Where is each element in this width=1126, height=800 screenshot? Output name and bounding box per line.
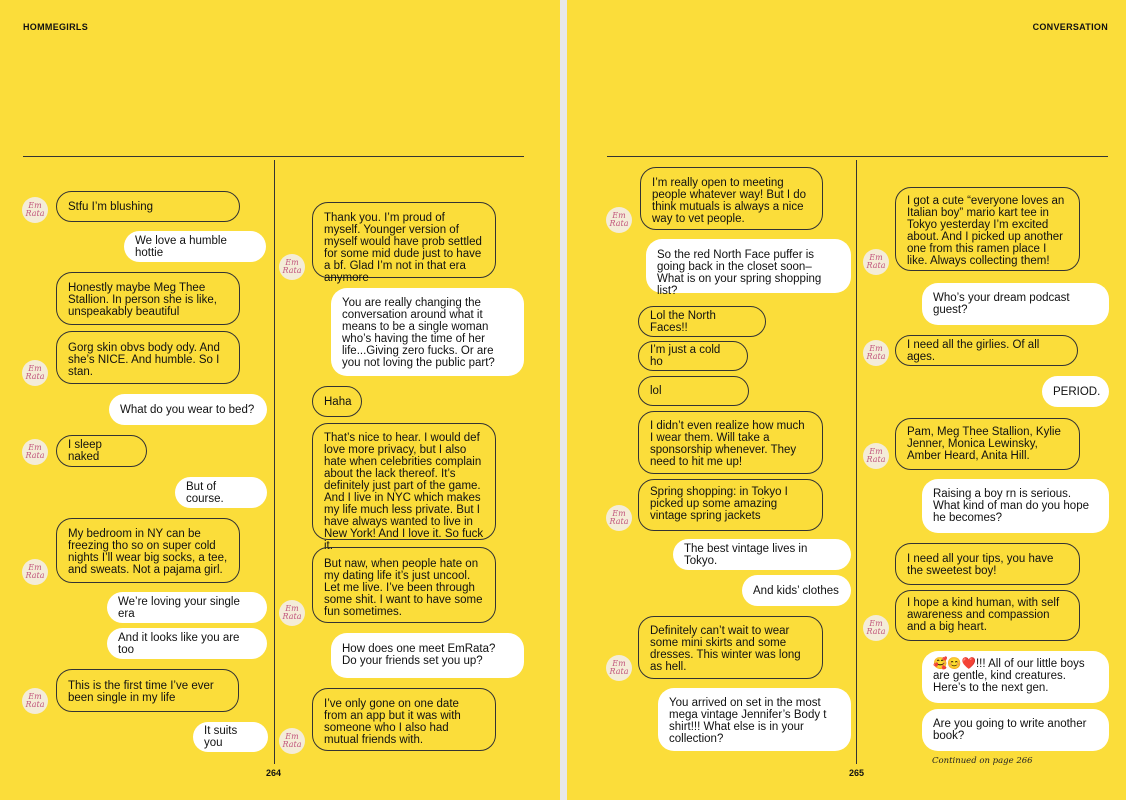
message-bubble: 🥰😊❤️!!! All of our little boys are gentle, kind creatures. Here’s to the next gen. xyxy=(922,651,1109,703)
left-page xyxy=(0,0,560,800)
message-bubble: We’re loving your single era xyxy=(107,592,267,623)
message-bubble: Are you going to write another book? xyxy=(922,709,1109,751)
message-bubble: Stfu I’m blushing xyxy=(56,191,240,222)
message-bubble: What do you wear to bed? xyxy=(109,394,267,425)
continued-note: Continued on page 266 xyxy=(932,756,1033,766)
emrata-avatar: Em Rata xyxy=(863,249,889,275)
column-divider xyxy=(856,160,857,764)
emrata-avatar: Em Rata xyxy=(863,615,889,641)
message-bubble: I need all your tips, you have the sweetest boy! xyxy=(895,543,1080,585)
column-divider xyxy=(274,160,275,764)
message-bubble: And kids’ clothes xyxy=(742,575,851,606)
emrata-avatar: Em Rata xyxy=(863,340,889,366)
message-bubble: But of course. xyxy=(175,477,267,508)
emrata-avatar: Em Rata xyxy=(863,443,889,469)
message-bubble: Haha xyxy=(312,386,362,417)
running-header: HOMMEGIRLS xyxy=(23,22,88,32)
emrata-avatar: Em Rata xyxy=(22,688,48,714)
message-bubble: Definitely can’t wait to wear some mini skirts and some dresses. This winter was long as hell. xyxy=(638,616,823,679)
message-bubble: I’m really open to meeting people whatever way! But I do think mutuals is always a nice way to vet people. xyxy=(640,167,823,230)
message-bubble: My bedroom in NY can be freezing tho so on super cold nights I’ll wear big socks, a tee, and sweats. Not a pajama girl. xyxy=(56,518,240,583)
header-rule xyxy=(23,156,524,157)
message-bubble: So the red North Face puffer is going back in the closet soon– What is on your spring shopping list? xyxy=(646,239,851,293)
emrata-avatar: Em Rata xyxy=(22,197,48,223)
emrata-avatar: Em Rata xyxy=(279,600,305,626)
message-bubble: Gorg skin obvs body ody. And she’s NICE. And humble. So I stan. xyxy=(56,331,240,384)
message-bubble: Lol the North Faces!! xyxy=(638,306,766,337)
page-number: 264 xyxy=(266,768,282,778)
emrata-avatar: Em Rata xyxy=(606,655,632,681)
emrata-avatar: Em Rata xyxy=(606,505,632,531)
message-bubble: You are really changing the conversation around what it means to be a single woman who’s having the time of her life...Giving zero fucks. Or are you not loving the public part? xyxy=(331,288,524,376)
message-bubble: Raising a boy rn is serious. What kind of man do you hope he becomes? xyxy=(922,479,1109,533)
emrata-avatar: Em Rata xyxy=(22,360,48,386)
running-header: CONVERSATION xyxy=(1032,22,1108,32)
message-bubble: I need all the girlies. Of all ages. xyxy=(895,335,1078,366)
message-bubble: I got a cute “everyone loves an Italian boy” mario kart tee in Tokyo yesterday I’m excited about. And I picked up another one from this ramen place I like. Always collecting them! xyxy=(895,187,1080,271)
message-bubble: lol xyxy=(638,376,749,406)
emrata-avatar: Em Rata xyxy=(22,439,48,465)
message-bubble: But naw, when people hate on my dating life it’s just uncool. Let me live. I’ve been through some shit. I want to have some fun sometimes. xyxy=(312,547,496,623)
right-page xyxy=(567,0,1126,800)
message-bubble: I sleep naked xyxy=(56,435,147,467)
message-bubble: That’s nice to hear. I would def love more privacy, but I also hate when celebrities complain about the lack thereof. It’s definitely just part of the game. And I live in NYC which makes my life much less private. But I have always wanted to live in New York! And I love it. So fuck it. xyxy=(312,423,496,540)
emrata-avatar: Em Rata xyxy=(22,559,48,585)
message-bubble: Spring shopping: in Tokyo I picked up some amazing vintage spring jackets xyxy=(638,479,823,531)
message-bubble: The best vintage lives in Tokyo. xyxy=(673,539,851,570)
message-bubble: This is the first time I’ve ever been single in my life xyxy=(56,669,239,712)
message-bubble: Thank you. I’m proud of myself. Younger version of myself would have prob settled for some mid dude just to have a bf. Glad I’m not in that era anymore xyxy=(312,202,496,278)
message-bubble: Who’s your dream podcast guest? xyxy=(922,283,1109,325)
message-bubble: It suits you xyxy=(193,722,268,752)
header-rule xyxy=(607,156,1108,157)
message-bubble: I’m just a cold ho xyxy=(638,341,748,371)
message-bubble: You arrived on set in the most mega vintage Jennifer’s Body t shirt!!! What else is in your collection? xyxy=(658,688,851,751)
message-bubble: Pam, Meg Thee Stallion, Kylie Jenner, Monica Lewinsky, Amber Heard, Anita Hill. xyxy=(895,418,1080,470)
message-bubble: I hope a kind human, with self awareness and compassion and a big heart. xyxy=(895,590,1080,641)
page-number: 265 xyxy=(849,768,865,778)
message-bubble: And it looks like you are too xyxy=(107,628,267,659)
message-bubble: I’ve only gone on one date from an app but it was with someone who I also had mutual friends with. xyxy=(312,688,496,751)
emrata-avatar: Em Rata xyxy=(279,254,305,280)
emrata-avatar: Em Rata xyxy=(279,728,305,754)
message-bubble: We love a humble hottie xyxy=(124,231,266,262)
message-bubble: Honestly maybe Meg Thee Stallion. In person she is like, unspeakably beautiful xyxy=(56,272,240,325)
message-bubble: How does one meet EmRata? Do your friends set you up? xyxy=(331,633,524,678)
emrata-avatar: Em Rata xyxy=(606,207,632,233)
message-bubble: PERIOD. xyxy=(1042,376,1109,407)
message-bubble: I didn’t even realize how much I wear them. Will take a sponsorship whenever. They need to hit me up! xyxy=(638,411,823,474)
